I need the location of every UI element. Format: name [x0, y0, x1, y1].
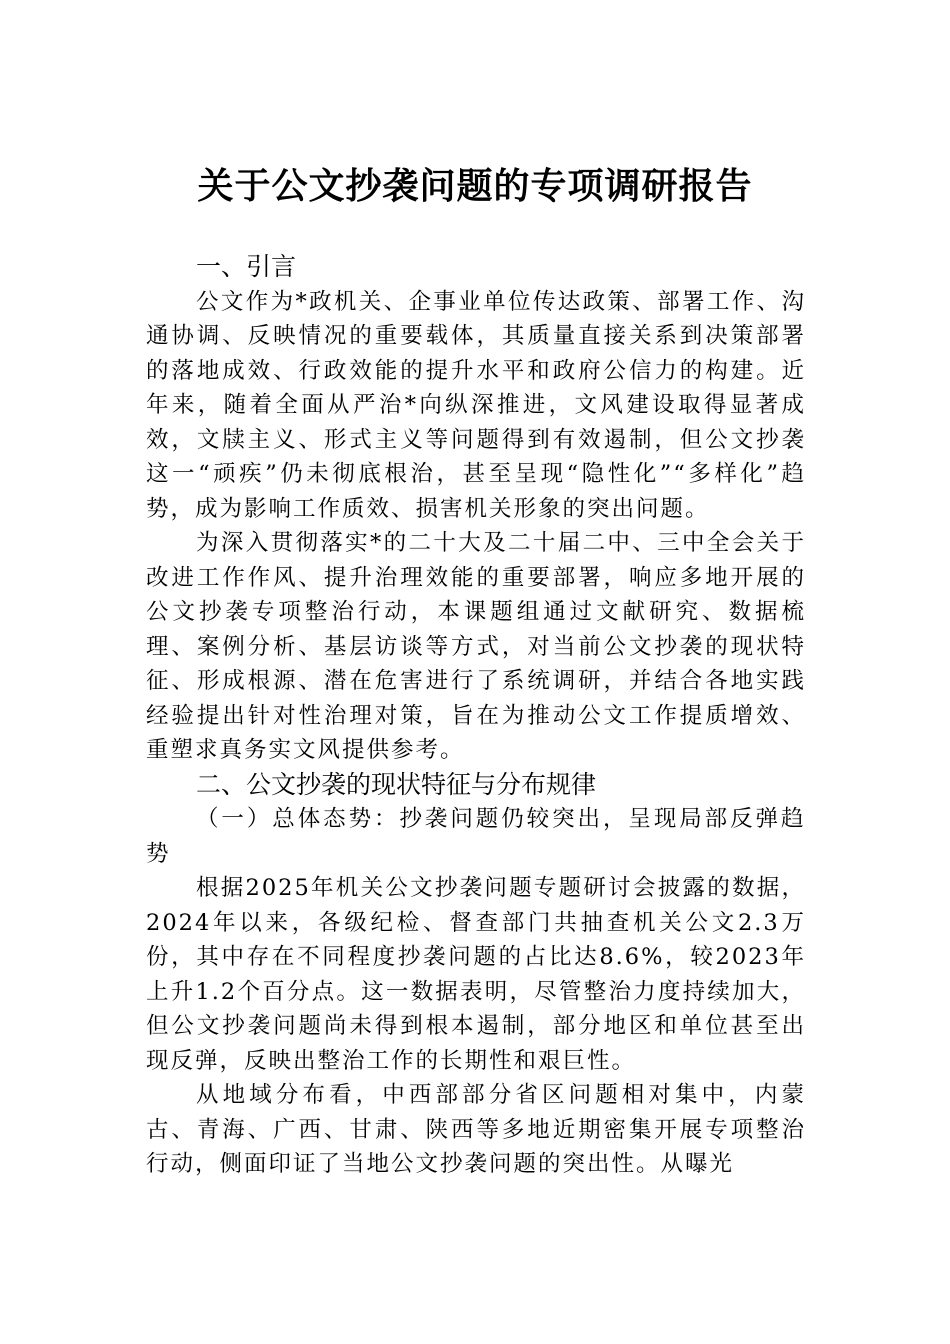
paragraph: 根据2025年机关公文抄袭问题专题研讨会披露的数据，2024年以来，各级纪检、督查部门共抽查机关公文2.3万份，其中存在不同程度抄袭问题的占比达8.6%，较2023年上升1.2个百分点。这一数据表明，尽管整治力度持续加大，但公文抄袭问题尚未得到根本遏制，部分地区和单位甚至出现反弹，反映出整治工作的长期性和艰巨性。	[146, 875, 806, 1074]
document-body	[146, 250, 806, 1182]
subsection-heading: （一）总体态势：抄袭问题仍较突出，呈现局部反弹趋势	[146, 806, 806, 867]
paragraph: 公文作为*政机关、企事业单位传达政策、部署工作、沟通协调、反映情况的重要载体，其质量直接关系到决策部署的落地成效、行政效能的提升水平和政府公信力的构建。近年来，随着全面从严治*向纵深推进，文风建设取得显著成效，文牍主义、形式主义等问题得到有效遏制，但公文抄袭这一“顽疾”仍未彻底根治，甚至呈现“隐性化”“多样化”趋势，成为影响工作质效、损害机关形象的突出问题。	[146, 288, 806, 522]
document-title: 关于公文抄袭问题的专项调研报告	[197, 165, 753, 207]
paragraph: 从地域分布看，中西部部分省区问题相对集中，内蒙古、青海、广西、甘肃、陕西等多地近期密集开展专项整治行动，侧面印证了当地公文抄袭问题的突出性。从曝光	[146, 1082, 806, 1177]
paragraph: 为深入贯彻落实*的二十大及二十届二中、三中全会关于改进工作作风、提升治理效能的重要部署，响应多地开展的公文抄袭专项整治行动，本课题组通过文献研究、数据梳理、案例分析、基层访谈等方式，对当前公文抄袭的现状特征、形成根源、潜在危害进行了系统调研，并结合各地实践经验提出针对性治理对策，旨在为推动公文工作提质增效、重塑求真务实文风提供参考。	[146, 530, 806, 763]
section-heading-status: 二、公文抄袭的现状特征与分布规律	[196, 769, 597, 799]
section-heading-introduction: 一、引言	[196, 252, 297, 281]
